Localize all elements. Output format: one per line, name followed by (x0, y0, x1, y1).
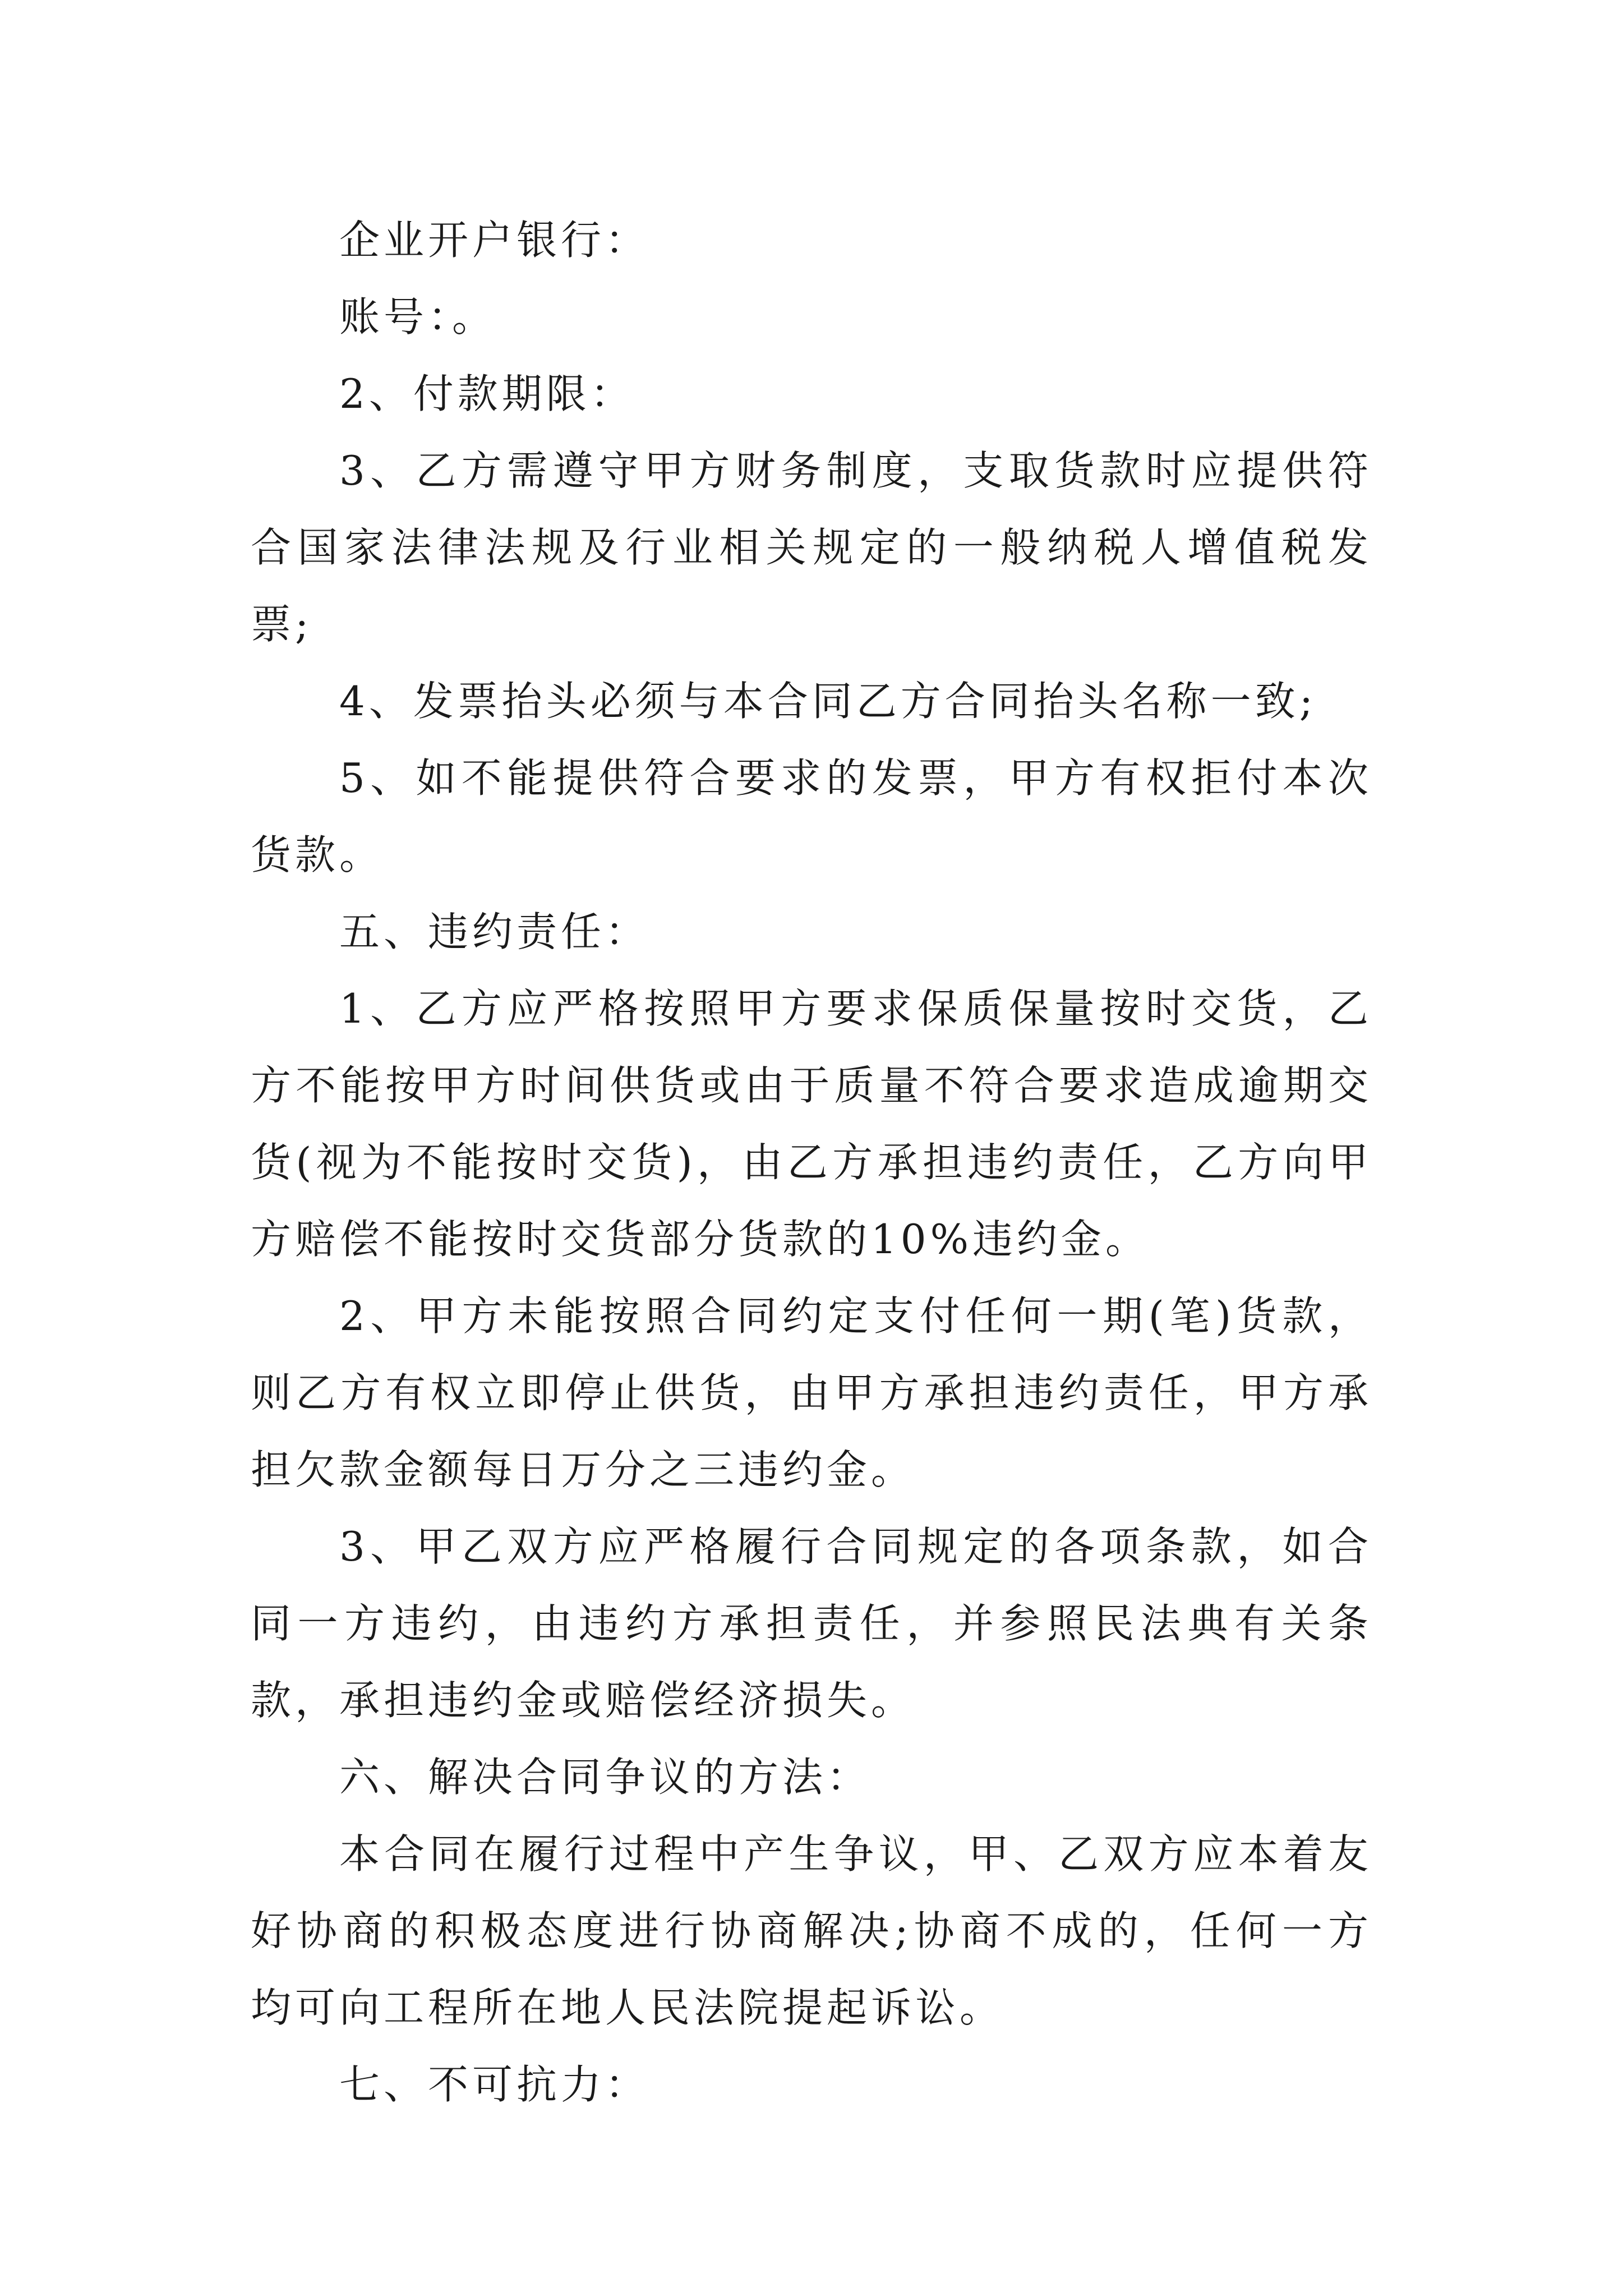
section-heading-force-majeure: 七、不可抗力： (339, 2061, 650, 2108)
paragraph-bank: 企业开户银行： (339, 217, 650, 264)
section-heading-liability: 五、违约责任： (339, 908, 650, 955)
paragraph-disputes: 本合同在履行过程中产生争议，甲、乙双方应本着友好协商的积极态度进行协商解决;协商不成的，任何一方均可向工程所在地人民法院提起诉讼。 (251, 1830, 1372, 2031)
paragraph-invoice-refusal: 5、如不能提供符合要求的发票，甲方有权拒付本次货款。 (251, 754, 1372, 878)
paragraph-invoice-rule: 3、乙方需遵守甲方财务制度，支取货款时应提供符合国家法律法规及行业相关规定的一般纳税人增值税发票; (251, 447, 1372, 648)
paragraph-liability-3: 3、甲乙双方应严格履行合同规定的各项条款，如合同一方违约，由违约方承担责任，并参照民法典有关条款，承担违约金或赔偿经济损失。 (251, 1523, 1372, 1724)
paragraph-liability-1: 1、乙方应严格按照甲方要求保质保量按时交货，乙方不能按甲方时间供货或由于质量不符合要求造成逾期交货(视为不能按时交货)，由乙方承担违约责任，乙方向甲方赔偿不能按时交货部分货款的10%违约金。 (251, 985, 1372, 1263)
paragraph-liability-2: 2、甲方未能按照合同约定支付任何一期(笔)货款，则乙方有权立即停止供货，由甲方承担违约责任，甲方承担欠款金额每日万分之三违约金。 (251, 1292, 1372, 1493)
document-body (251, 202, 1372, 2123)
section-heading-disputes: 六、解决合同争议的方法： (339, 1754, 872, 1801)
paragraph-invoice-title: 4、发票抬头必须与本合同乙方合同抬头名称一致; (339, 678, 1317, 725)
paragraph-account: 账号：。 (339, 293, 497, 341)
paragraph-payment-term: 2、付款期限： (339, 370, 635, 417)
